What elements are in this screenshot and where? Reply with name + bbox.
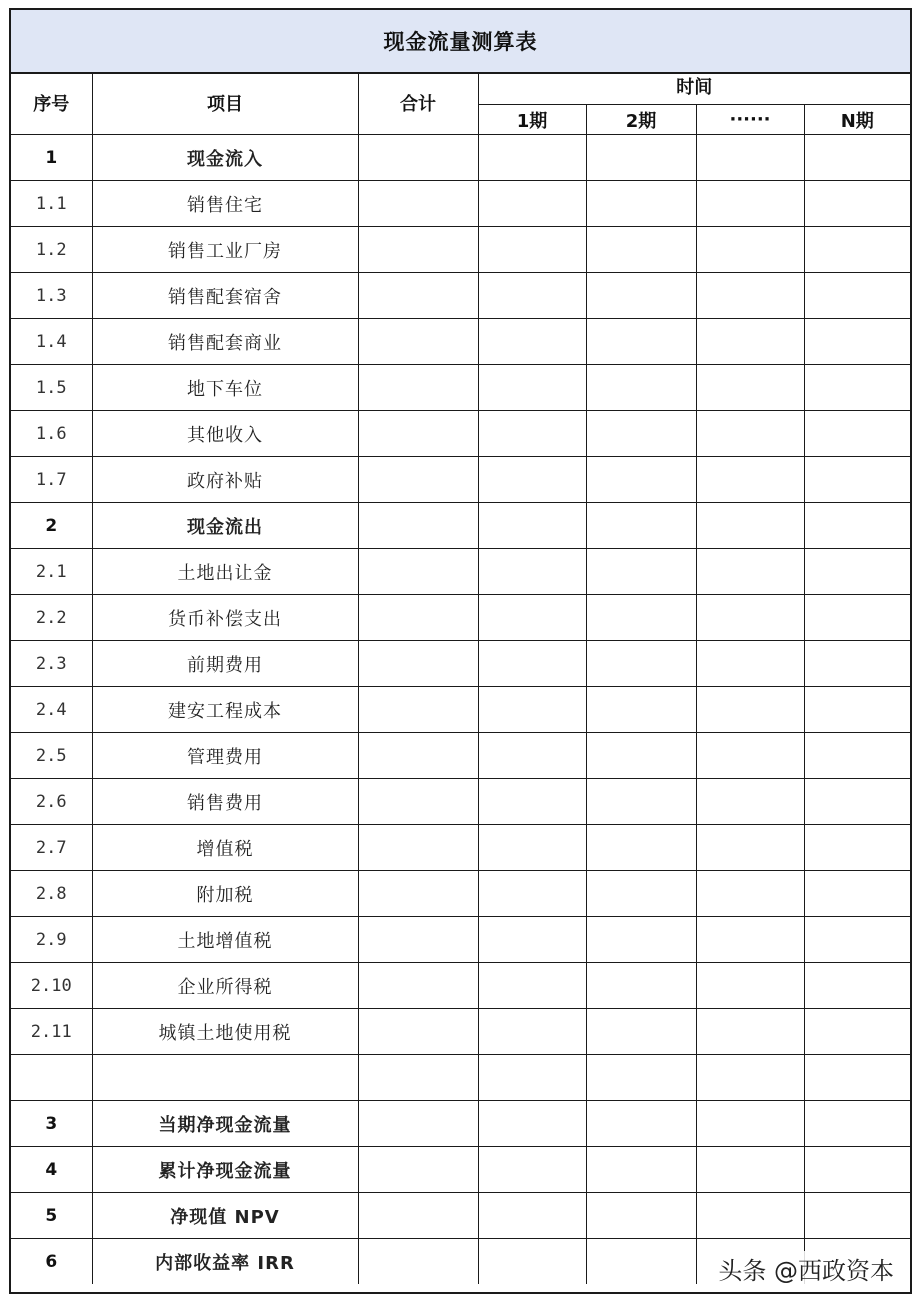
row-item: 建安工程成本 bbox=[92, 687, 358, 733]
period-ellipsis-cell bbox=[696, 595, 804, 641]
period-1-cell bbox=[478, 641, 586, 687]
period-2-cell bbox=[586, 1101, 696, 1147]
table-row bbox=[11, 273, 910, 319]
period-ellipsis-cell bbox=[696, 1009, 804, 1055]
row-item: 附加税 bbox=[92, 871, 358, 917]
row-seq: 2.2 bbox=[11, 595, 92, 641]
period-1-cell bbox=[478, 687, 586, 733]
period-2-cell bbox=[586, 687, 696, 733]
table-row bbox=[11, 227, 910, 273]
period-ellipsis-cell bbox=[696, 1055, 804, 1101]
period-n-cell bbox=[804, 273, 910, 319]
period-ellipsis-cell bbox=[696, 457, 804, 503]
period-n-cell bbox=[804, 779, 910, 825]
period-1-cell bbox=[478, 871, 586, 917]
period-2-cell bbox=[586, 1193, 696, 1239]
row-seq: 4 bbox=[11, 1147, 92, 1193]
period-ellipsis-cell bbox=[696, 549, 804, 595]
table-row bbox=[11, 825, 910, 871]
period-n-cell bbox=[804, 1147, 910, 1193]
row-item: 现金流出 bbox=[92, 503, 358, 549]
period-2-cell bbox=[586, 733, 696, 779]
row-seq: 5 bbox=[11, 1193, 92, 1239]
period-n-cell bbox=[804, 227, 910, 273]
row-seq: 1.7 bbox=[11, 457, 92, 503]
total-cell bbox=[358, 503, 478, 549]
table-row bbox=[11, 1009, 910, 1055]
period-ellipsis-cell bbox=[696, 227, 804, 273]
row-item: 销售住宅 bbox=[92, 181, 358, 227]
table-row bbox=[11, 963, 910, 1009]
period-ellipsis-cell bbox=[696, 825, 804, 871]
row-item: 货币补偿支出 bbox=[92, 595, 358, 641]
table-body bbox=[11, 135, 910, 1285]
period-2-cell bbox=[586, 1009, 696, 1055]
total-cell bbox=[358, 733, 478, 779]
period-n-cell bbox=[804, 503, 910, 549]
period-ellipsis-cell bbox=[696, 917, 804, 963]
total-cell bbox=[358, 227, 478, 273]
row-item bbox=[92, 1055, 358, 1101]
table-row bbox=[11, 135, 910, 181]
period-ellipsis-cell bbox=[696, 411, 804, 457]
row-seq: 1.2 bbox=[11, 227, 92, 273]
period-2-cell bbox=[586, 1055, 696, 1101]
total-cell bbox=[358, 181, 478, 227]
period-1-cell bbox=[478, 1055, 586, 1101]
period-n-cell bbox=[804, 825, 910, 871]
period-n-cell bbox=[804, 365, 910, 411]
table-row bbox=[11, 181, 910, 227]
period-ellipsis-cell bbox=[696, 687, 804, 733]
row-item: 当期净现金流量 bbox=[92, 1101, 358, 1147]
row-seq: 2 bbox=[11, 503, 92, 549]
period-1-cell bbox=[478, 595, 586, 641]
total-cell bbox=[358, 365, 478, 411]
sheet-title: 现金流量测算表 bbox=[11, 10, 910, 74]
period-n-cell bbox=[804, 963, 910, 1009]
period-2-cell bbox=[586, 319, 696, 365]
period-ellipsis-cell bbox=[696, 319, 804, 365]
row-seq: 2.3 bbox=[11, 641, 92, 687]
period-n-cell bbox=[804, 1193, 910, 1239]
total-cell bbox=[358, 273, 478, 319]
row-seq: 2.4 bbox=[11, 687, 92, 733]
period-2-cell bbox=[586, 871, 696, 917]
row-item: 内部收益率 IRR bbox=[92, 1239, 358, 1285]
watermark: 头条 @西政资本 bbox=[714, 1251, 898, 1286]
total-cell bbox=[358, 1101, 478, 1147]
total-cell bbox=[358, 319, 478, 365]
period-n-cell bbox=[804, 1101, 910, 1147]
period-2-cell bbox=[586, 135, 696, 181]
period-2-cell bbox=[586, 365, 696, 411]
table-row bbox=[11, 549, 910, 595]
period-n-cell bbox=[804, 457, 910, 503]
period-2-cell bbox=[586, 457, 696, 503]
period-n-cell bbox=[804, 549, 910, 595]
period-1-cell bbox=[478, 963, 586, 1009]
period-1-cell bbox=[478, 1009, 586, 1055]
row-item: 政府补贴 bbox=[92, 457, 358, 503]
total-cell bbox=[358, 1239, 478, 1285]
total-cell bbox=[358, 135, 478, 181]
row-seq: 1.6 bbox=[11, 411, 92, 457]
table-row bbox=[11, 733, 910, 779]
row-seq: 1.4 bbox=[11, 319, 92, 365]
period-1-cell bbox=[478, 1193, 586, 1239]
table-row bbox=[11, 871, 910, 917]
header-period-2: 2期 bbox=[586, 105, 696, 135]
header-seq: 序号 bbox=[11, 72, 92, 135]
period-n-cell bbox=[804, 595, 910, 641]
total-cell bbox=[358, 411, 478, 457]
row-seq: 3 bbox=[11, 1101, 92, 1147]
row-seq: 2.11 bbox=[11, 1009, 92, 1055]
period-2-cell bbox=[586, 503, 696, 549]
total-cell bbox=[358, 687, 478, 733]
row-seq bbox=[11, 1055, 92, 1101]
row-item: 其他收入 bbox=[92, 411, 358, 457]
period-2-cell bbox=[586, 825, 696, 871]
row-seq: 1.3 bbox=[11, 273, 92, 319]
period-1-cell bbox=[478, 825, 586, 871]
period-2-cell bbox=[586, 549, 696, 595]
period-1-cell bbox=[478, 779, 586, 825]
row-seq: 1 bbox=[11, 135, 92, 181]
row-item: 销售配套宿舍 bbox=[92, 273, 358, 319]
row-item: 现金流入 bbox=[92, 135, 358, 181]
period-n-cell bbox=[804, 641, 910, 687]
period-n-cell bbox=[804, 733, 910, 779]
row-seq: 2.6 bbox=[11, 779, 92, 825]
period-1-cell bbox=[478, 549, 586, 595]
total-cell bbox=[358, 917, 478, 963]
period-n-cell bbox=[804, 181, 910, 227]
total-cell bbox=[358, 595, 478, 641]
row-item: 管理费用 bbox=[92, 733, 358, 779]
period-1-cell bbox=[478, 319, 586, 365]
period-ellipsis-cell bbox=[696, 1101, 804, 1147]
period-ellipsis-cell bbox=[696, 365, 804, 411]
row-seq: 2.7 bbox=[11, 825, 92, 871]
row-seq: 2.9 bbox=[11, 917, 92, 963]
period-n-cell bbox=[804, 411, 910, 457]
total-cell bbox=[358, 641, 478, 687]
period-n-cell bbox=[804, 1055, 910, 1101]
header-item: 项目 bbox=[92, 72, 358, 135]
period-1-cell bbox=[478, 1239, 586, 1285]
row-item: 销售配套商业 bbox=[92, 319, 358, 365]
period-1-cell bbox=[478, 1101, 586, 1147]
period-1-cell bbox=[478, 273, 586, 319]
period-2-cell bbox=[586, 1147, 696, 1193]
total-cell bbox=[358, 1009, 478, 1055]
period-1-cell bbox=[478, 457, 586, 503]
row-seq: 1.1 bbox=[11, 181, 92, 227]
row-item: 销售工业厂房 bbox=[92, 227, 358, 273]
row-item: 城镇土地使用税 bbox=[92, 1009, 358, 1055]
period-1-cell bbox=[478, 365, 586, 411]
period-2-cell bbox=[586, 227, 696, 273]
row-item: 累计净现金流量 bbox=[92, 1147, 358, 1193]
period-2-cell bbox=[586, 181, 696, 227]
period-ellipsis-cell bbox=[696, 1193, 804, 1239]
period-1-cell bbox=[478, 733, 586, 779]
total-cell bbox=[358, 549, 478, 595]
total-cell bbox=[358, 1147, 478, 1193]
period-2-cell bbox=[586, 1239, 696, 1285]
table-row bbox=[11, 779, 910, 825]
period-1-cell bbox=[478, 411, 586, 457]
period-ellipsis-cell bbox=[696, 1147, 804, 1193]
period-2-cell bbox=[586, 273, 696, 319]
table-row bbox=[11, 1101, 910, 1147]
period-2-cell bbox=[586, 595, 696, 641]
row-item: 土地增值税 bbox=[92, 917, 358, 963]
cash-flow-sheet bbox=[9, 8, 912, 1294]
table-row bbox=[11, 1193, 910, 1239]
row-item: 企业所得税 bbox=[92, 963, 358, 1009]
row-item: 增值税 bbox=[92, 825, 358, 871]
row-item: 前期费用 bbox=[92, 641, 358, 687]
total-cell bbox=[358, 825, 478, 871]
period-2-cell bbox=[586, 963, 696, 1009]
total-cell bbox=[358, 871, 478, 917]
row-seq: 2.8 bbox=[11, 871, 92, 917]
total-cell bbox=[358, 1055, 478, 1101]
period-1-cell bbox=[478, 1147, 586, 1193]
total-cell bbox=[358, 779, 478, 825]
period-1-cell bbox=[478, 181, 586, 227]
period-n-cell bbox=[804, 917, 910, 963]
row-seq: 2.10 bbox=[11, 963, 92, 1009]
row-seq: 2.1 bbox=[11, 549, 92, 595]
period-1-cell bbox=[478, 917, 586, 963]
table-row bbox=[11, 457, 910, 503]
row-seq: 1.5 bbox=[11, 365, 92, 411]
period-ellipsis-cell bbox=[696, 641, 804, 687]
period-n-cell bbox=[804, 687, 910, 733]
header-period-ellipsis: ······ bbox=[696, 105, 804, 135]
period-n-cell bbox=[804, 871, 910, 917]
table-row bbox=[11, 319, 910, 365]
table-row bbox=[11, 1055, 910, 1101]
period-n-cell bbox=[804, 1009, 910, 1055]
period-ellipsis-cell bbox=[696, 733, 804, 779]
period-ellipsis-cell bbox=[696, 135, 804, 181]
table-row bbox=[11, 641, 910, 687]
period-n-cell bbox=[804, 135, 910, 181]
period-2-cell bbox=[586, 641, 696, 687]
table-row bbox=[11, 411, 910, 457]
period-1-cell bbox=[478, 227, 586, 273]
period-n-cell bbox=[804, 319, 910, 365]
row-item: 净现值 NPV bbox=[92, 1193, 358, 1239]
total-cell bbox=[358, 457, 478, 503]
header-period-n: N期 bbox=[804, 105, 910, 135]
table-row bbox=[11, 1147, 910, 1193]
period-ellipsis-cell bbox=[696, 779, 804, 825]
period-2-cell bbox=[586, 917, 696, 963]
period-ellipsis-cell bbox=[696, 963, 804, 1009]
cash-flow-table bbox=[11, 72, 910, 1284]
row-item: 地下车位 bbox=[92, 365, 358, 411]
table-row bbox=[11, 365, 910, 411]
period-ellipsis-cell bbox=[696, 181, 804, 227]
row-item: 销售费用 bbox=[92, 779, 358, 825]
table-row bbox=[11, 503, 910, 549]
period-2-cell bbox=[586, 779, 696, 825]
period-2-cell bbox=[586, 411, 696, 457]
period-ellipsis-cell bbox=[696, 871, 804, 917]
table-row bbox=[11, 917, 910, 963]
header-time: 时间 bbox=[478, 72, 910, 105]
total-cell bbox=[358, 1193, 478, 1239]
header-total: 合计 bbox=[358, 72, 478, 135]
header-period-1: 1期 bbox=[478, 105, 586, 135]
period-ellipsis-cell bbox=[696, 503, 804, 549]
period-1-cell bbox=[478, 135, 586, 181]
row-item: 土地出让金 bbox=[92, 549, 358, 595]
row-seq: 2.5 bbox=[11, 733, 92, 779]
row-seq: 6 bbox=[11, 1239, 92, 1285]
table-row bbox=[11, 687, 910, 733]
total-cell bbox=[358, 963, 478, 1009]
period-1-cell bbox=[478, 503, 586, 549]
table-row bbox=[11, 595, 910, 641]
period-ellipsis-cell bbox=[696, 273, 804, 319]
